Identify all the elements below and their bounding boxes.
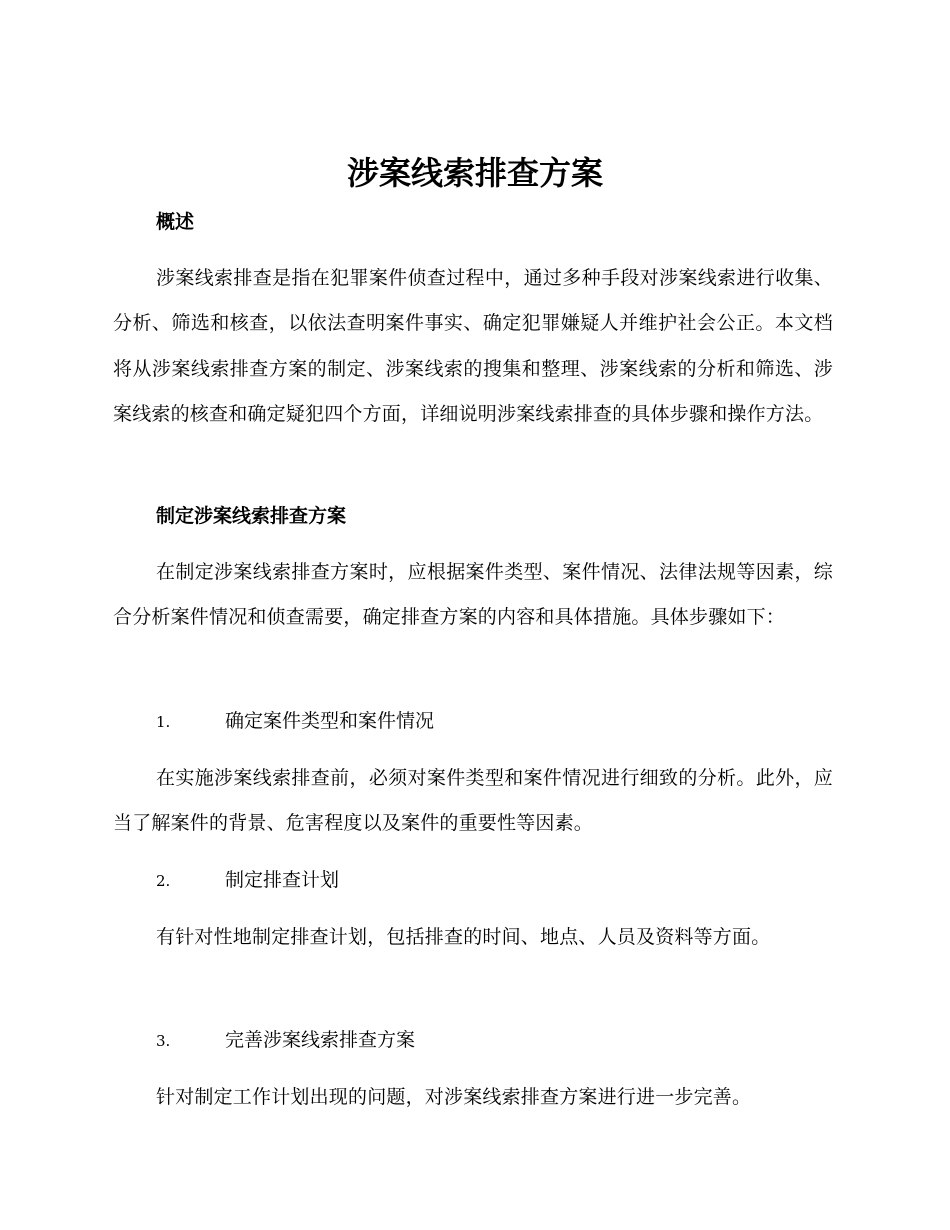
step-2-number: 2.	[156, 872, 171, 890]
step-2-item	[156, 866, 339, 895]
overview-paragraph: 涉案线索排查是指在犯罪案件侦查过程中，通过多种手段对涉案线索进行收集、分析、筛选和核查，以依法查明案件事实、确定犯罪嫌疑人并维护社会公正。本文档将从涉案线索排查方案的制定、涉案线索的搜集和整理、涉案线索的分析和筛选、涉案线索的核查和确定疑犯四个方面，详细说明涉案线索排查的具体步骤和操作方法。	[113, 267, 833, 426]
document-title: 涉案线索排查方案	[346, 154, 603, 192]
step-3-item	[156, 1026, 415, 1055]
step-2-paragraph: 有针对性地制定排查计划，包括排查的时间、地点、人员及资料等方面。	[156, 926, 771, 948]
step-1-number: 1.	[156, 713, 171, 731]
step-3-number: 3.	[156, 1032, 171, 1050]
step-1-label: 确定案件类型和案件情况	[225, 710, 435, 732]
step-1-item	[156, 707, 434, 736]
section-heading-overview: 概述	[156, 211, 195, 233]
plan-intro-paragraph: 在制定涉案线索排查方案时，应根据案件类型、案件情况、法律法规等因素，综合分析案件情况和侦查需要，确定排查方案的内容和具体措施。具体步骤如下：	[113, 561, 833, 629]
step-1-paragraph: 在实施涉案线索排查前，必须对案件类型和案件情况进行细致的分析。此外，应当了解案件的背景、危害程度以及案件的重要性等因素。	[113, 767, 833, 835]
step-3-label: 完善涉案线索排查方案	[225, 1029, 416, 1051]
step-2-label: 制定排查计划	[225, 869, 340, 891]
section-heading-plan: 制定涉案线索排查方案	[156, 505, 347, 527]
step-3-paragraph: 针对制定工作计划出现的问题，对涉案线索排查方案进行进一步完善。	[156, 1086, 752, 1108]
